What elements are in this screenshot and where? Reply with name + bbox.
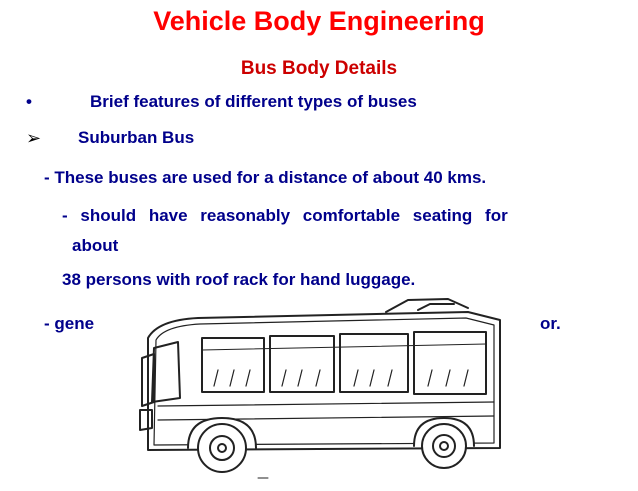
body-line-distance: - These buses are used for a distance of about 40 kms. [44,168,487,187]
bullet-text: Brief features of different types of buses [90,92,417,111]
section-heading: Suburban Bus [78,128,195,147]
arrow-bullet-icon: ➢ [26,128,42,148]
slide-title: Vehicle Body Engineering [153,6,485,36]
body-line-partial-end: or. [540,314,561,333]
body-line-capacity: 38 persons with roof rack for hand luggage. [62,270,416,289]
body-line-seating: - should have reasonably comfortable seating for [62,206,508,225]
body-line-seating-cont: about [72,236,119,255]
body-line-partial-start: - gene [44,314,95,333]
slide-subtitle: Bus Body Details [240,58,398,79]
bullet-icon: • [26,92,32,111]
suburban-bus-drawing-icon [118,298,518,488]
